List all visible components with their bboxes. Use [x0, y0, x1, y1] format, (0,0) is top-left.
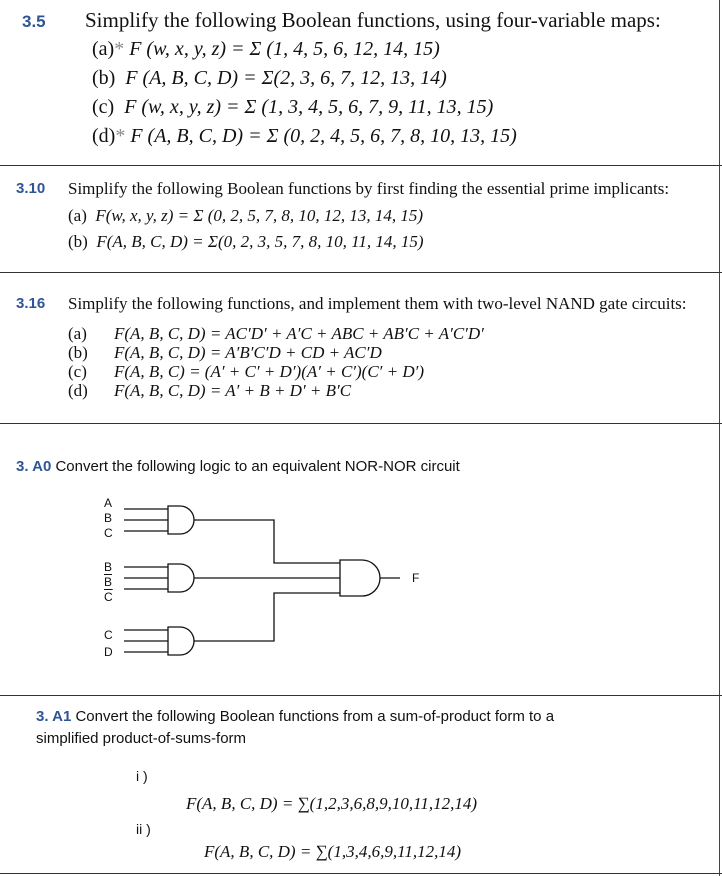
- item-label: ii ): [136, 821, 151, 837]
- item-label: (d): [68, 381, 88, 400]
- item-label: (d): [92, 125, 116, 147]
- problem-heading: [16, 458, 460, 475]
- item-expression: F (w, x, y, z) = Σ (1, 3, 4, 5, 6, 7, 9, 11, 13, 15): [124, 96, 494, 118]
- item-a: [68, 324, 484, 344]
- problem-number: 3. A1: [36, 708, 72, 725]
- star-mark: *: [115, 125, 126, 147]
- problem-prompt: Convert the following Boolean functions from a sum-of-product form to a: [75, 708, 555, 725]
- item-label: (a): [68, 206, 87, 225]
- item-expression: F(w, x, y, z) = Σ (0, 2, 5, 7, 8, 10, 12, 13, 14, 15): [95, 206, 424, 225]
- item-label: (c): [68, 362, 87, 381]
- problem-number: 3.5: [22, 12, 46, 31]
- problem-3-a0: [0, 424, 722, 676]
- problem-number: 3.10: [16, 180, 46, 197]
- star-mark: *: [114, 38, 125, 60]
- problem-heading: [36, 708, 554, 725]
- problem-number: 3.16: [16, 295, 46, 312]
- problem-number: 3. A0: [16, 458, 52, 475]
- item-expression: F(A, B, C, D) = Σ(0, 2, 3, 5, 7, 8, 10, 11, 14, 15): [96, 232, 424, 251]
- input-label: B: [104, 511, 113, 525]
- problem-3-a1: [0, 696, 722, 876]
- item-b: [92, 67, 447, 90]
- input-label: A: [104, 496, 113, 510]
- item-label: (b): [68, 343, 88, 362]
- input-label: $\overline{B}$: [104, 575, 113, 589]
- input-label: B: [104, 560, 113, 574]
- item-label: i ): [136, 768, 148, 784]
- item-expression: F (A, B, C, D) = Σ (0, 2, 4, 5, 6, 7, 8, 10, 13, 15): [130, 125, 517, 147]
- input-label: C: [104, 526, 113, 540]
- page-bottom-border: [0, 873, 722, 874]
- item-expression: F (A, B, C, D) = Σ(2, 3, 6, 7, 12, 13, 14): [125, 67, 447, 89]
- item-label: (b): [68, 232, 88, 251]
- item-d: [92, 125, 517, 148]
- input-label: $\overline{C}$: [104, 590, 113, 604]
- problem-prompt: Simplify the following Boolean functions, using four-variable maps:: [85, 8, 661, 32]
- problem-prompt-continued: simplified product-of-sums-form: [36, 730, 247, 747]
- item-expression: F(A, B, C) = (A′ + C′ + D′)(A′ + C′)(C′ + D′): [114, 362, 425, 381]
- problem-prompt: Simplify the following Boolean functions by first finding the essential prime implicants:: [68, 179, 670, 198]
- item-a: [68, 206, 423, 226]
- problem-3-16: [0, 273, 722, 423]
- item-expression: F(A, B, C, D) = A′B′C′D + CD + AC′D: [114, 343, 382, 362]
- item-c: [68, 362, 424, 382]
- item-c: [92, 96, 493, 119]
- output-label: F: [412, 571, 420, 585]
- problem-prompt: Convert the following logic to an equivalent NOR-NOR circuit: [55, 458, 460, 475]
- item-expression: F(A, B, C, D) = ∑(1,3,4,6,9,11,12,14): [204, 842, 461, 861]
- item-label: (c): [92, 96, 115, 118]
- item-label: (a): [92, 38, 115, 60]
- input-label: D: [104, 645, 113, 659]
- item-label: (b): [92, 67, 116, 89]
- item-expression: F(A, B, C, D) = AC′D′ + A′C + ABC + AB′C + A′C′D′: [114, 324, 484, 343]
- item-expression: F (w, x, y, z) = Σ (1, 4, 5, 6, 12, 14, 15): [129, 38, 440, 60]
- item-a: [92, 38, 440, 61]
- item-expression: F(A, B, C, D) = A′ + B + D′ + B′C: [114, 381, 352, 400]
- problem-3-5: [0, 0, 722, 165]
- item-label: (a): [68, 324, 87, 343]
- item-b: [68, 343, 382, 363]
- problem-3-10: [0, 166, 722, 270]
- input-label: C: [104, 628, 113, 642]
- item-expression: F(A, B, C, D) = ∑(1,2,3,6,8,9,10,11,12,14): [186, 794, 477, 813]
- problem-prompt: Simplify the following functions, and implement them with two-level NAND gate circuits:: [68, 294, 687, 313]
- item-b: [68, 232, 424, 252]
- item-d: [68, 381, 351, 401]
